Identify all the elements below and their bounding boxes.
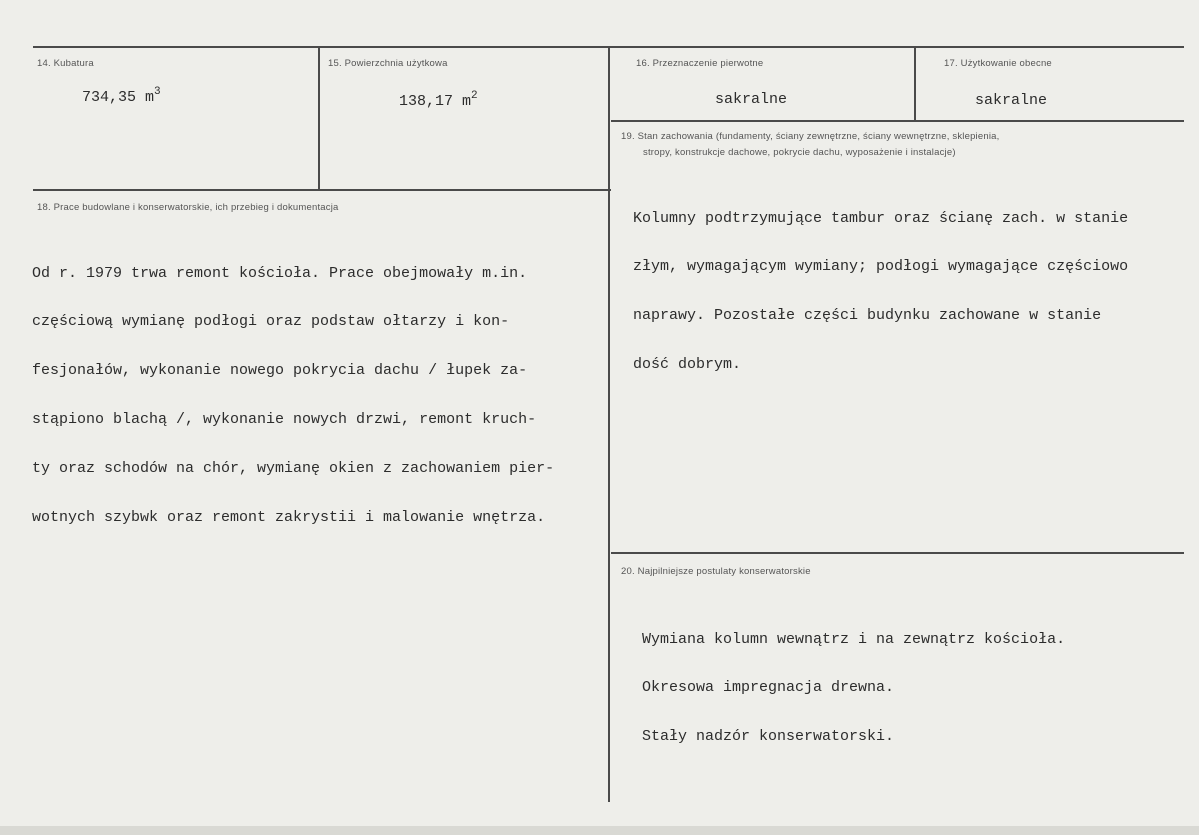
field-18-label: 18. Prace budowlane i konserwatorskie, ich przebieg i dokumentacja <box>37 202 339 213</box>
divider-14-15 <box>318 46 320 190</box>
field-14-value <box>82 86 161 106</box>
field-19-label-line2: stropy, konstrukcje dachowe, pokrycie dachu, wyposażenie i instalacje) <box>643 147 956 158</box>
field-20-line: Wymiana kolumn wewnątrz i na zewnątrz kościoła. <box>642 630 1066 648</box>
field-19-line: naprawy. Pozostałe części budynku zachowane w stanie <box>633 307 1102 325</box>
field-19-line: złym, wymagającym wymiany; podłogi wymagające częściowo <box>633 258 1129 276</box>
field-18-line: stąpiono blachą /, wykonanie nowych drzwi, remont kruch- <box>32 411 537 429</box>
field-14-unit-exponent: 3 <box>154 86 161 98</box>
field-15-value <box>399 90 478 110</box>
field-19-line: dość dobrym. <box>633 356 742 374</box>
field-18-line: wotnych szybwk oraz remont zakrystii i malowanie wnętrza. <box>32 509 546 527</box>
field-14-number: 734,35 m <box>82 89 155 106</box>
field-20-line: Stały nadzór konserwatorski. <box>642 728 895 746</box>
field-20-line: Okresowa impregnacja drewna. <box>642 679 895 697</box>
field-17-value: sakralne <box>975 92 1048 109</box>
field-19-line: Kolumny podtrzymujące tambur oraz ścianę zach. w stanie <box>633 209 1129 227</box>
field-15-unit-exponent: 2 <box>471 90 478 102</box>
field-15-number: 138,17 m <box>399 93 472 110</box>
rule-above-20 <box>611 552 1184 554</box>
field-18-line: częściową wymianę podłogi oraz podstaw ołtarzy i kon- <box>32 313 510 331</box>
field-17-label: 17. Użytkowanie obecne <box>944 58 1052 69</box>
center-divider <box>608 46 610 802</box>
field-15-label: 15. Powierzchnia użytkowa <box>328 58 448 69</box>
field-18-line: ty oraz schodów na chór, wymianę okien z zachowaniem pier- <box>32 460 555 478</box>
field-20-text <box>642 599 1065 778</box>
field-14-label: 14. Kubatura <box>37 58 94 69</box>
field-18-text <box>32 233 554 559</box>
divider-16-17 <box>914 46 916 121</box>
field-18-line: Od r. 1979 trwa remont kościoła. Prace obejmowały m.in. <box>32 264 528 282</box>
field-18-line: fesjonałów, wykonanie nowego pokrycia dachu / łupek za- <box>32 362 528 380</box>
field-20-label: 20. Najpilniejsze postulaty konserwatorskie <box>621 566 811 577</box>
field-16-value: sakralne <box>715 91 788 108</box>
rule-below-14-15 <box>33 189 611 191</box>
rule-below-16-17 <box>611 120 1184 122</box>
field-19-text <box>633 178 1128 406</box>
card-bottom-edge <box>0 826 1199 835</box>
field-19-label-line1: 19. Stan zachowania (fundamenty, ściany zewnętrzne, ściany wewnętrzne, sklepienia, <box>621 131 1000 142</box>
field-16-label: 16. Przeznaczenie pierwotne <box>636 58 764 69</box>
